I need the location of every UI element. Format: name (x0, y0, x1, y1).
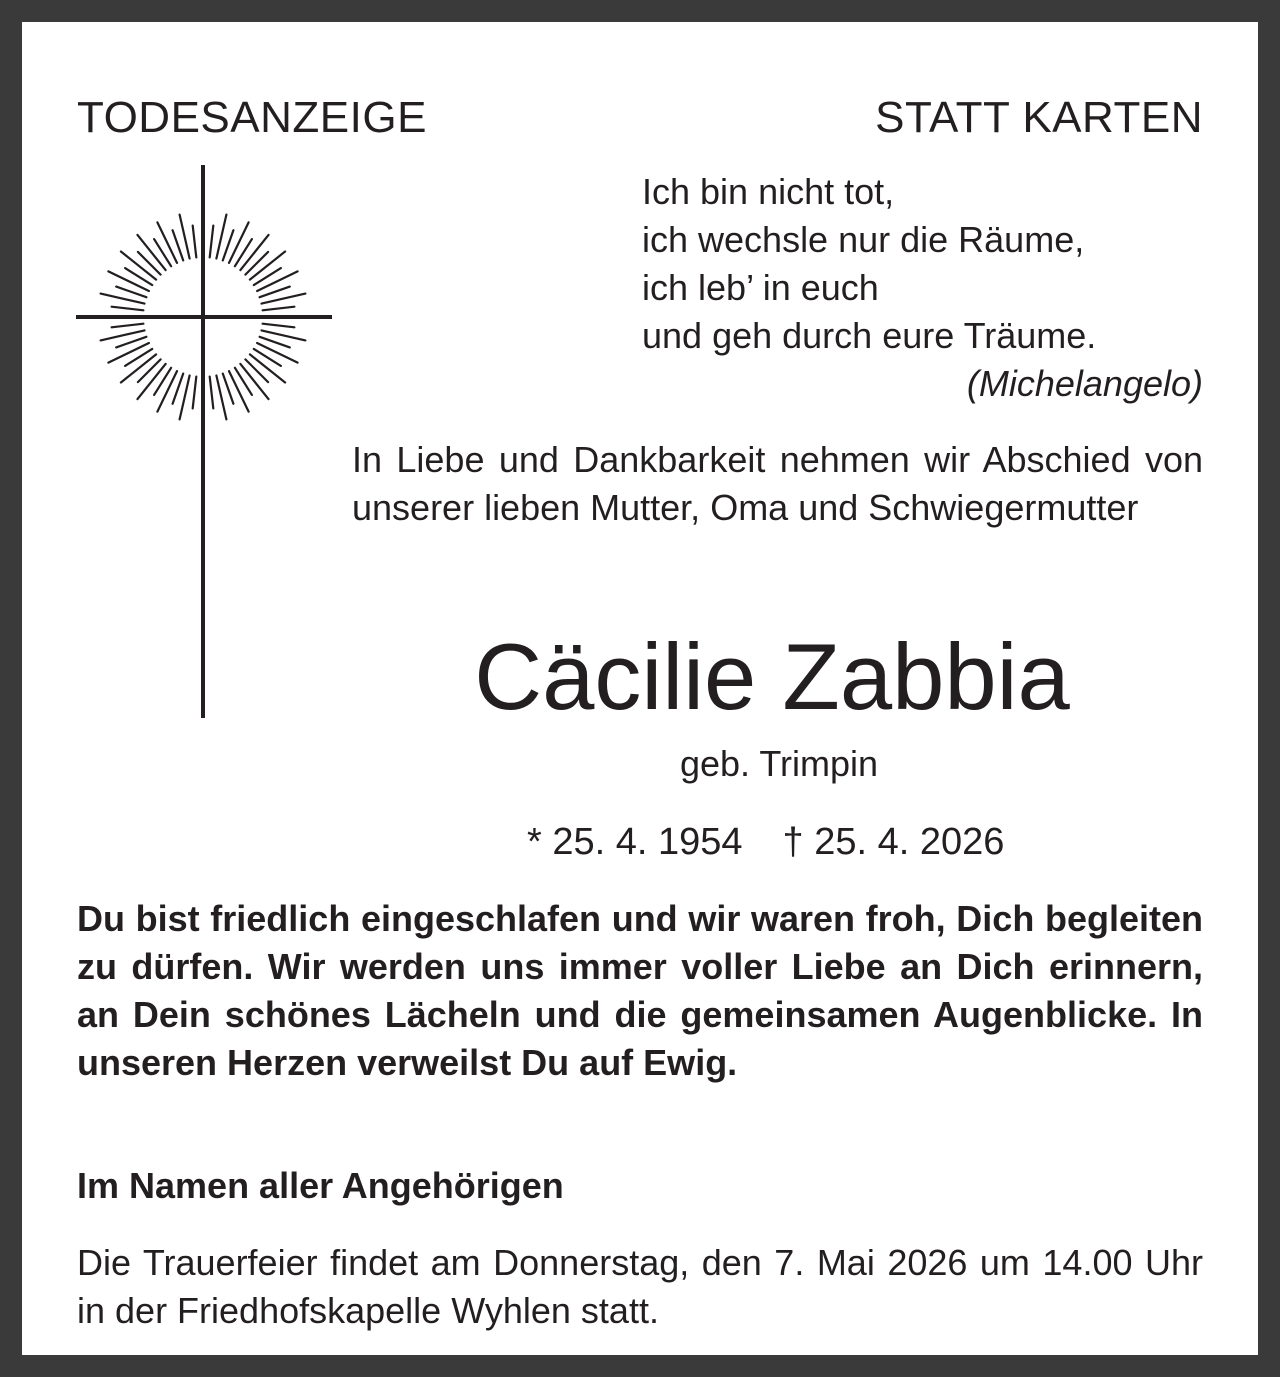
poem-line: Ich bin nicht tot, (642, 171, 895, 212)
birth-date: * 25. 4. 1954 (527, 821, 743, 863)
poem (642, 168, 1096, 360)
poem-line: ich wechsle nur die Räume, (642, 219, 1085, 260)
poem-line: und geh durch eure Träume. (642, 315, 1097, 356)
death-date: † 25. 4. 2026 (782, 821, 1005, 863)
statt-karten-label: STATT KARTEN (875, 93, 1203, 142)
deceased-name: Cäcilie Zabbia (474, 624, 1070, 729)
poem-attribution: (Michelangelo) (966, 363, 1203, 404)
notice-type-label: TODESANZEIGE (77, 93, 427, 142)
poem-line: ich leb’ in euch (642, 267, 879, 308)
signature: Im Namen aller Angehörigen (77, 1165, 564, 1206)
maiden-name: geb. Trimpin (679, 743, 879, 784)
intro-text: In Liebe und Dankbarkeit nehmen wir Abschied von unserer lieben Mutter, Oma und Schwiegermutter (352, 439, 1203, 528)
funeral-service-info: Die Trauerfeier findet am Donnerstag, den 7. Mai 2026 um 14.00 Uhr in der Friedhofskapelle Wyhlen statt. (77, 1242, 1203, 1331)
life-dates (527, 817, 1004, 867)
farewell-message: Du bist friedlich eingeschlafen und wir waren froh, Dich begleiten zu dürfen. Wir werden uns immer voller Liebe an Dich erinnern, an Dein schönes Lächeln und die gemeinsamen Augenblicke. In unseren Herzen verweilst Du auf Ewig. (77, 898, 1203, 1083)
obituary-card (22, 22, 1258, 1355)
